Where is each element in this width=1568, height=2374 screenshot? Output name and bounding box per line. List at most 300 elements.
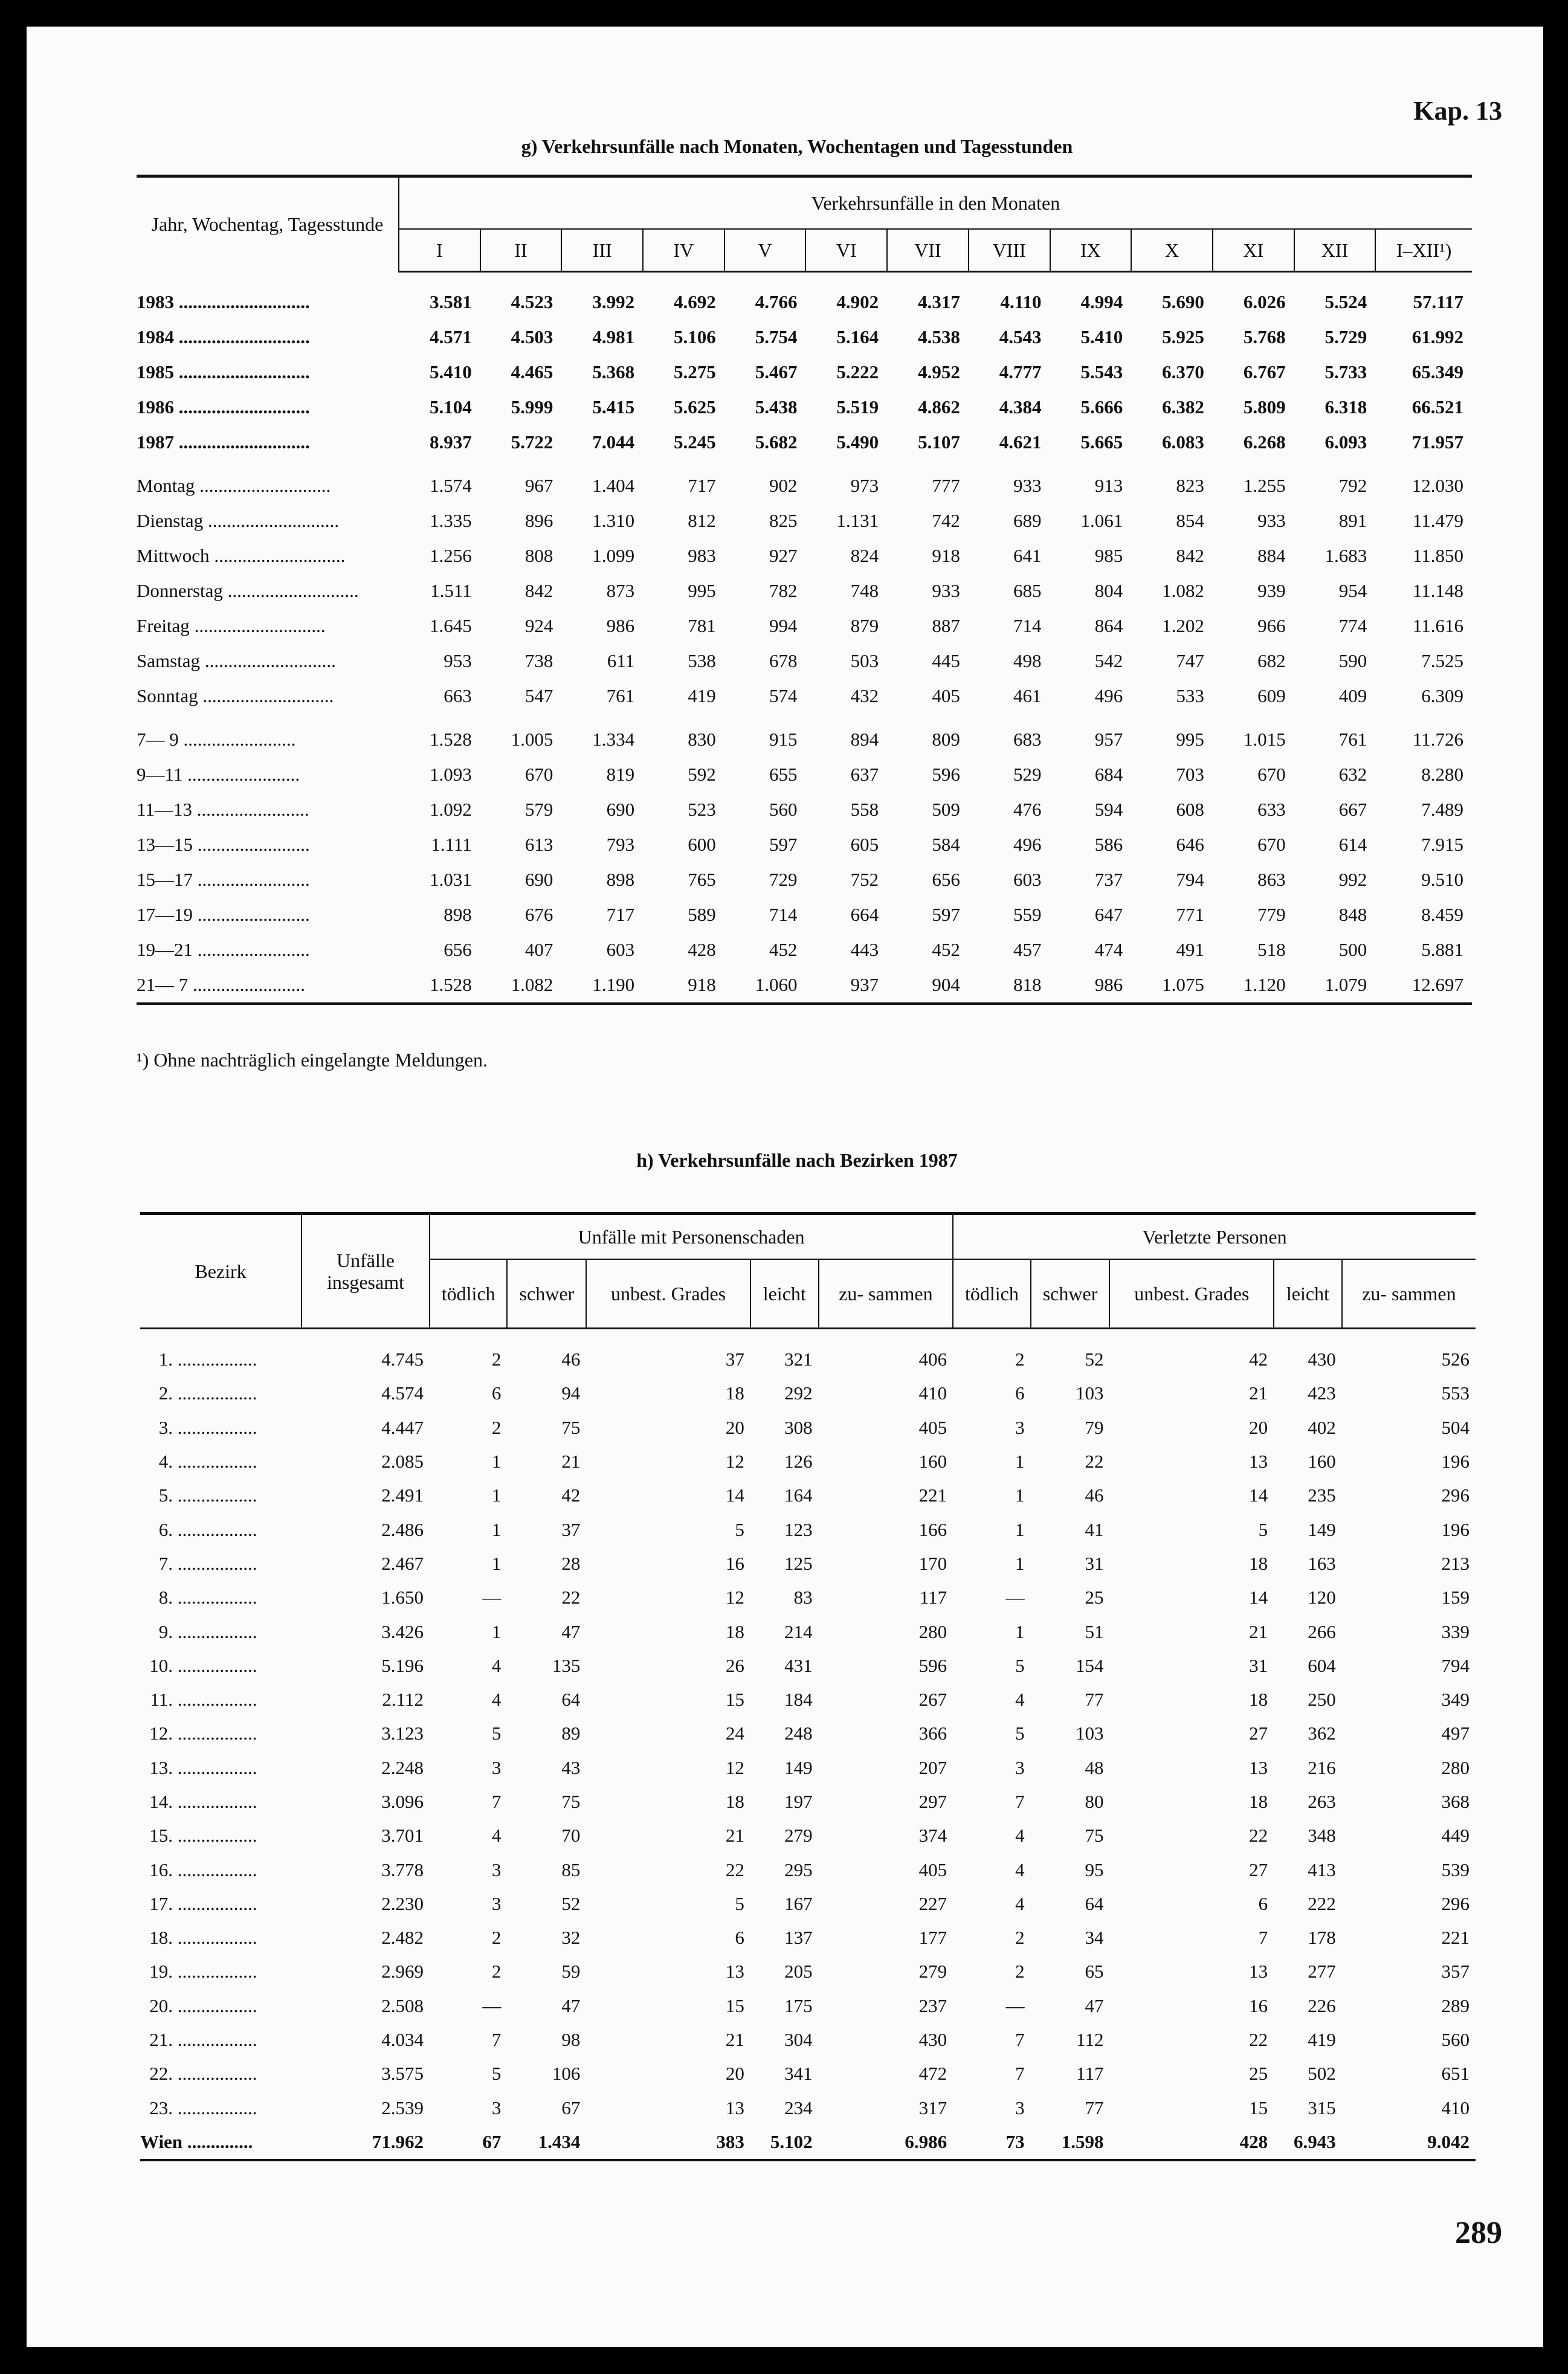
cell: 266 xyxy=(1308,1621,1336,1642)
cell: 374 xyxy=(918,1825,947,1847)
month-header: V xyxy=(724,229,806,272)
cell: 77 xyxy=(1085,2097,1104,2118)
cell: 6.309 xyxy=(1421,685,1463,706)
row-label: 6. ................. xyxy=(140,1512,302,1546)
table-row xyxy=(140,1785,1476,1819)
cell: 70 xyxy=(561,1825,581,1847)
sub-header: schwer xyxy=(507,1259,586,1329)
cell: 633 xyxy=(1257,799,1286,820)
cell: 5.729 xyxy=(1324,326,1367,347)
cell: 1 xyxy=(491,1621,502,1642)
table-row xyxy=(137,573,1472,608)
cell: 765 xyxy=(688,869,716,890)
cell: 80 xyxy=(1085,1791,1104,1812)
cell: 4.621 xyxy=(999,431,1042,453)
cell: 670 xyxy=(1257,834,1286,855)
cell: 406 xyxy=(918,1349,947,1370)
cell: 864 xyxy=(1094,615,1123,636)
cell: 405 xyxy=(932,685,960,706)
cell: 2 xyxy=(491,1416,502,1438)
cell: 887 xyxy=(932,615,960,636)
cell: 891 xyxy=(1338,510,1367,531)
cell: 651 xyxy=(1441,2063,1470,2085)
cell: 592 xyxy=(688,764,716,785)
cell: 1.120 xyxy=(1213,967,1294,1004)
cell: — xyxy=(482,1587,502,1608)
table-row xyxy=(140,1376,1476,1410)
cell: 933 xyxy=(1257,510,1286,531)
cell: 995 xyxy=(1176,729,1204,750)
cell: 737 xyxy=(1094,869,1123,890)
cell: 5.768 xyxy=(1243,326,1286,347)
cell: 178 xyxy=(1308,1927,1336,1949)
cell: 609 xyxy=(1257,685,1286,706)
cell: 703 xyxy=(1176,764,1204,785)
cell: 25 xyxy=(1085,1587,1104,1608)
cell: 5.543 xyxy=(1080,361,1123,382)
cell: 1.031 xyxy=(429,869,472,890)
table-row xyxy=(140,2091,1476,2125)
cell: 5.682 xyxy=(755,431,798,453)
cell: 596 xyxy=(932,764,960,785)
district-number: 11. xyxy=(150,1689,173,1711)
cell: 690 xyxy=(524,869,553,890)
cell: 729 xyxy=(769,869,798,890)
cell: 5 xyxy=(1015,1723,1025,1744)
cell: 738 xyxy=(524,650,553,671)
row-label-text: 13—15 xyxy=(137,834,193,855)
cell: 5.368 xyxy=(592,361,635,382)
cell: 2.969 xyxy=(381,1961,424,1982)
cell: 685 xyxy=(1013,580,1042,601)
cell: 368 xyxy=(1441,1791,1470,1812)
district-number: 15. xyxy=(149,1825,173,1847)
cell: 3 xyxy=(491,2097,502,2118)
cell: 3.123 xyxy=(381,1723,424,1744)
cell: 2 xyxy=(1015,1349,1025,1370)
cell: 3 xyxy=(1015,1416,1025,1438)
cell: 476 xyxy=(1013,799,1042,820)
table-row xyxy=(137,643,1472,679)
cell: 413 xyxy=(1308,1859,1336,1880)
cell: 792 xyxy=(1338,475,1367,496)
cell: 123 xyxy=(784,1518,813,1540)
sub-header: zu- sammen xyxy=(1342,1259,1476,1329)
cell: 2.491 xyxy=(381,1485,424,1506)
cell: 135 xyxy=(552,1654,581,1676)
cell: 8.459 xyxy=(1421,904,1463,925)
spacer xyxy=(137,460,1472,468)
cell: 5 xyxy=(491,1723,502,1744)
row-label-text: Samstag xyxy=(137,650,201,671)
cell: 986 xyxy=(606,615,635,636)
cell: 94 xyxy=(561,1382,581,1404)
cell: 794 xyxy=(1441,1654,1470,1676)
cell: 5 xyxy=(735,1518,744,1540)
cell: 18 xyxy=(725,1621,744,1642)
table-g-title: g) Verkehrsunfälle nach Monaten, Wochentagen und Tagesstunden xyxy=(521,135,1073,157)
cell: 2.508 xyxy=(381,1995,424,2016)
district-number: 18. xyxy=(149,1927,173,1949)
district-number: 5. xyxy=(158,1485,173,1506)
sub-header: tödlich xyxy=(953,1259,1030,1329)
cell: 1.528 xyxy=(429,729,472,750)
cell: 103 xyxy=(1075,1382,1104,1404)
cell: 4.952 xyxy=(918,361,960,382)
table-row xyxy=(140,1445,1476,1479)
cell: 995 xyxy=(688,580,716,601)
cell: 47 xyxy=(1085,1995,1104,2016)
cell: 304 xyxy=(784,2029,813,2051)
cell: 7 xyxy=(1258,1927,1268,1949)
table-h-body xyxy=(140,1329,1476,2161)
cell: 5 xyxy=(1258,1518,1268,1540)
cell: 12 xyxy=(725,1756,744,1778)
cell: 21 xyxy=(561,1451,581,1472)
month-header: X xyxy=(1131,229,1213,272)
cell: 824 xyxy=(850,545,879,566)
cell: 430 xyxy=(1308,1349,1336,1370)
cell: 5.999 xyxy=(511,396,553,418)
cell: 3.575 xyxy=(381,2063,424,2085)
cell: 61.992 xyxy=(1412,326,1463,347)
cell: 170 xyxy=(918,1552,947,1574)
spacer-row xyxy=(137,460,1472,468)
row-label: Mittwoch ............................ xyxy=(137,545,346,566)
cell: 5.107 xyxy=(918,431,960,453)
cell: 5.222 xyxy=(836,361,879,382)
cell: 584 xyxy=(932,834,960,855)
cell: 296 xyxy=(1441,1892,1470,1914)
cell: 4.777 xyxy=(999,361,1042,382)
cell: 18 xyxy=(725,1382,744,1404)
cell: 43 xyxy=(561,1756,581,1778)
row-label-text: 1984 xyxy=(137,326,174,347)
row-label: Dienstag ............................ xyxy=(137,510,339,531)
row-label: 1983 ............................ xyxy=(137,291,310,312)
cell: 614 xyxy=(1338,834,1367,855)
row-label-text: Mittwoch xyxy=(137,545,210,566)
cell: 18 xyxy=(1249,1552,1268,1574)
cell: 22 xyxy=(1249,2029,1268,2051)
cell: 777 xyxy=(932,475,960,496)
cell: 6 xyxy=(1258,1892,1268,1914)
cell: 1.005 xyxy=(511,729,553,750)
cell: 4.766 xyxy=(755,291,798,312)
cell: 2.486 xyxy=(381,1518,424,1540)
cell: 779 xyxy=(1257,904,1286,925)
cell: 1.092 xyxy=(429,799,472,820)
cell: 79 xyxy=(1085,1416,1104,1438)
cell: 4.994 xyxy=(1080,291,1123,312)
cell: 48 xyxy=(1085,1756,1104,1778)
cell: 5.490 xyxy=(836,431,879,453)
table-row xyxy=(137,608,1472,643)
cell: 1.404 xyxy=(592,475,635,496)
cell: 289 xyxy=(1441,1995,1470,2016)
cell: 75 xyxy=(1085,1825,1104,1847)
table-row xyxy=(140,1329,1476,1377)
cell: 6.093 xyxy=(1324,431,1367,453)
cell: 216 xyxy=(1308,1756,1336,1778)
sub-header: unbest. Grades xyxy=(1109,1259,1274,1329)
cell: 498 xyxy=(1013,650,1042,671)
cell: 4 xyxy=(1015,1859,1025,1880)
cell: 5.102 xyxy=(750,2125,819,2160)
cell: 16 xyxy=(725,1552,744,1574)
table-row xyxy=(140,1989,1476,2023)
cell: 31 xyxy=(1085,1552,1104,1574)
cell: 5.666 xyxy=(1080,396,1123,418)
cell: 605 xyxy=(850,834,879,855)
cell: 491 xyxy=(1176,939,1204,960)
cell: 71.962 xyxy=(302,2125,430,2160)
cell: 315 xyxy=(1308,2097,1336,2118)
row-label: 8. ................. xyxy=(140,1581,302,1614)
cell: 461 xyxy=(1013,685,1042,706)
cell: 830 xyxy=(688,729,716,750)
row-label-text: 1986 xyxy=(137,396,174,418)
cell: 5.809 xyxy=(1243,396,1286,418)
row-label-text: 17—19 xyxy=(137,904,193,925)
cell: 3.581 xyxy=(429,291,472,312)
month-header: XI xyxy=(1213,229,1294,272)
cell: 596 xyxy=(918,1654,947,1676)
cell: 31 xyxy=(1249,1654,1268,1676)
cell: 95 xyxy=(1085,1859,1104,1880)
cell: 1.645 xyxy=(429,615,472,636)
cell: 676 xyxy=(524,904,553,925)
cell: 7.044 xyxy=(592,431,635,453)
cell: 27 xyxy=(1249,1723,1268,1744)
cell: 292 xyxy=(784,1382,813,1404)
cell: 589 xyxy=(688,904,716,925)
cell: 924 xyxy=(524,615,553,636)
cell: 503 xyxy=(850,650,879,671)
cell: 5.733 xyxy=(1324,361,1367,382)
cell: 405 xyxy=(918,1416,947,1438)
cell: 4.981 xyxy=(592,326,635,347)
group1-header: Unfälle mit Personenschaden xyxy=(430,1214,953,1260)
cell: 267 xyxy=(918,1689,947,1711)
cell: 915 xyxy=(769,729,798,750)
cell: 11.726 xyxy=(1412,729,1463,750)
cell: 529 xyxy=(1013,764,1042,785)
cell: 667 xyxy=(1338,799,1367,820)
cell: 64 xyxy=(561,1689,581,1711)
cell: 898 xyxy=(444,904,472,925)
cell: 5.410 xyxy=(429,361,472,382)
cell: 445 xyxy=(932,650,960,671)
cell: 77 xyxy=(1085,1689,1104,1711)
cell: 226 xyxy=(1308,1995,1336,2016)
cell: 586 xyxy=(1094,834,1123,855)
month-header: VIII xyxy=(969,229,1050,272)
cell: 5.690 xyxy=(1162,291,1204,312)
group-header: Verkehrsunfälle in den Monaten xyxy=(399,176,1472,230)
row-label: 12. ................. xyxy=(140,1717,302,1750)
cell: 4.902 xyxy=(836,291,879,312)
cell: 597 xyxy=(769,834,798,855)
sub-header: tödlich xyxy=(430,1259,507,1329)
cell: 75 xyxy=(561,1416,581,1438)
cell: 3.701 xyxy=(381,1825,424,1847)
table-row xyxy=(137,320,1472,355)
district-number: 20. xyxy=(149,1995,173,2016)
row-label-text: Donnerstag xyxy=(137,580,223,601)
cell: 4.384 xyxy=(999,396,1042,418)
district-number: 9. xyxy=(158,1621,173,1642)
cell: 4.503 xyxy=(511,326,553,347)
cell: 500 xyxy=(1338,939,1367,960)
cell: 1.650 xyxy=(381,1587,424,1608)
cell: 25 xyxy=(1249,2063,1268,2085)
bezirk-header: Bezirk xyxy=(140,1214,302,1329)
cell: 3 xyxy=(1015,1756,1025,1778)
cell: 670 xyxy=(1257,764,1286,785)
cell: 46 xyxy=(561,1349,581,1370)
cell: 3 xyxy=(1015,2097,1025,2118)
table-row xyxy=(137,897,1472,932)
cell: 6.767 xyxy=(1243,361,1286,382)
cell: 684 xyxy=(1094,764,1123,785)
spacer-row xyxy=(137,714,1472,722)
cell: 3.778 xyxy=(381,1859,424,1880)
cell: 41 xyxy=(1085,1518,1104,1540)
cell: 812 xyxy=(688,510,716,531)
row-label: 20. ................. xyxy=(140,1989,302,2023)
row-label: 15. ................. xyxy=(140,1819,302,1853)
sub-header: leicht xyxy=(1274,1259,1342,1329)
cell: 5.104 xyxy=(429,396,472,418)
cell: 690 xyxy=(606,799,635,820)
cell: 26 xyxy=(725,1654,744,1676)
cell: 167 xyxy=(784,1892,813,1914)
cell: 339 xyxy=(1441,1621,1470,1642)
district-number: 4. xyxy=(158,1451,173,1472)
cell: 57.117 xyxy=(1413,291,1463,312)
row-label: 13—15 ........................ xyxy=(137,834,310,855)
table-row xyxy=(137,932,1472,967)
cell: 2 xyxy=(1015,1927,1025,1949)
table-row xyxy=(140,1581,1476,1614)
table-monthly-accidents xyxy=(137,175,1472,1005)
cell: 4.317 xyxy=(918,291,960,312)
cell: 539 xyxy=(1441,1859,1470,1880)
row-label: 21— 7 ........................ xyxy=(137,967,399,1004)
row-label: 13. ................. xyxy=(140,1751,302,1785)
cell: 66.521 xyxy=(1412,396,1463,418)
cell: 22 xyxy=(561,1587,581,1608)
cell: 5 xyxy=(491,2063,502,2085)
cell: 957 xyxy=(1094,729,1123,750)
cell: 430 xyxy=(918,2029,947,2051)
cell: 163 xyxy=(1308,1552,1336,1574)
cell: 52 xyxy=(1085,1349,1104,1370)
cell: 177 xyxy=(918,1927,947,1949)
sub-header: unbest. Grades xyxy=(586,1259,750,1329)
cell: 295 xyxy=(784,1859,813,1880)
district-number: 23. xyxy=(149,2097,173,2118)
cell: 4.465 xyxy=(511,361,553,382)
cell: 11.850 xyxy=(1412,545,1463,566)
row-label-text: 21— 7 xyxy=(137,974,189,995)
cell: 689 xyxy=(1013,510,1042,531)
cell: 409 xyxy=(1338,685,1367,706)
cell: 248 xyxy=(784,1723,813,1744)
cell: 2.112 xyxy=(382,1689,424,1711)
row-label: Donnerstag ............................ xyxy=(137,580,359,601)
cell: 21 xyxy=(725,1825,744,1847)
cell: 655 xyxy=(769,764,798,785)
row-label: 19. ................. xyxy=(140,1955,302,1989)
cell: 15 xyxy=(1249,2097,1268,2118)
cell: 597 xyxy=(932,904,960,925)
cell: 15 xyxy=(725,1995,744,2016)
cell: 431 xyxy=(784,1654,813,1676)
table-row xyxy=(137,285,1472,320)
row-label: 16. ................. xyxy=(140,1853,302,1886)
cell: 207 xyxy=(918,1756,947,1778)
cell: 714 xyxy=(1013,615,1042,636)
district-number: 14. xyxy=(149,1791,173,1812)
cell: 809 xyxy=(932,729,960,750)
cell: 1.256 xyxy=(429,545,472,566)
cell: 953 xyxy=(444,650,472,671)
cell: 1 xyxy=(1015,1451,1025,1472)
cell: 5.164 xyxy=(836,326,879,347)
cell: 402 xyxy=(1308,1416,1336,1438)
cell: 4.523 xyxy=(511,291,553,312)
district-number: 16. xyxy=(149,1859,173,1880)
cell: 1 xyxy=(1015,1485,1025,1506)
cell: 28 xyxy=(561,1552,581,1574)
cell: 594 xyxy=(1094,799,1123,820)
cell: 504 xyxy=(1441,1416,1470,1438)
cell: 221 xyxy=(918,1485,947,1506)
cell: 67 xyxy=(561,2097,581,2118)
district-number: 6. xyxy=(158,1518,173,1540)
row-label: Samstag ............................ xyxy=(137,650,336,671)
table-row xyxy=(137,468,1472,503)
cell: 98 xyxy=(561,2029,581,2051)
cell: 600 xyxy=(688,834,716,855)
cell: 5.665 xyxy=(1080,431,1123,453)
row-label: 1985 ............................ xyxy=(137,361,310,382)
row-label: 11. ................. xyxy=(140,1683,302,1717)
table-row xyxy=(140,1479,1476,1512)
cell: 1.683 xyxy=(1324,545,1367,566)
cell: 747 xyxy=(1176,650,1204,671)
sub-header: zu- sammen xyxy=(819,1259,953,1329)
cell: 748 xyxy=(850,580,879,601)
cell: 296 xyxy=(1441,1485,1470,1506)
cell: 20 xyxy=(725,2063,744,2085)
cell: 933 xyxy=(932,580,960,601)
cell: 2.539 xyxy=(381,2097,424,2118)
cell: 9.042 xyxy=(1342,2125,1476,2160)
cell: 12 xyxy=(725,1451,744,1472)
row-header: Jahr, Wochentag, Tagesstunde xyxy=(137,176,399,272)
cell: 348 xyxy=(1308,1825,1336,1847)
row-label-text: Freitag xyxy=(137,615,190,636)
cell: 277 xyxy=(1308,1961,1336,1982)
cell: 213 xyxy=(1441,1552,1470,1574)
cell: 2.482 xyxy=(381,1927,424,1949)
cell: 1 xyxy=(491,1451,502,1472)
cell: 5.925 xyxy=(1162,326,1204,347)
cell: 3 xyxy=(491,1756,502,1778)
